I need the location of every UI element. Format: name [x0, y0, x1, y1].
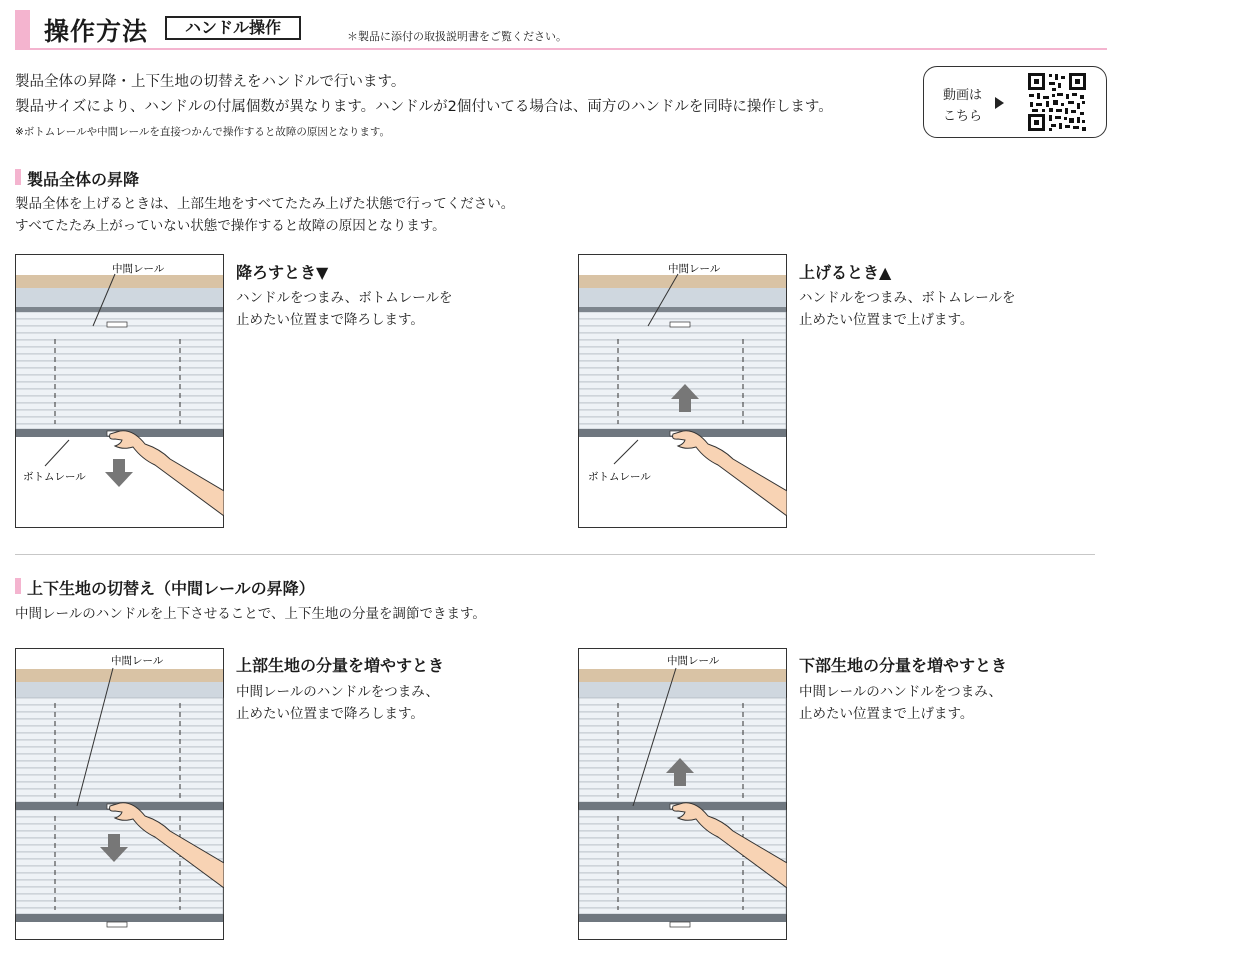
fabric-pleat [579, 705, 786, 712]
lowering-text-1: ハンドルをつまみ、ボトムレールを [236, 290, 453, 306]
section1-desc-2: すべてたたみ上がっていない状態で操作すると故障の原因となります。 [15, 218, 446, 234]
fabric-pleat [579, 375, 786, 382]
fabric-pleat [579, 424, 786, 429]
fabric-pleat [16, 775, 223, 782]
fabric-pleat [16, 403, 223, 410]
section1-marker [15, 169, 21, 185]
fabric-pleat [16, 873, 223, 880]
fabric-pleat [16, 354, 223, 361]
lower-fabric-text-2: 止めたい位置まで上げます。 [799, 706, 974, 722]
lowering-title: 降ろすとき▼ [236, 263, 329, 282]
fabric-pleat [579, 754, 786, 761]
fabric-pleat [16, 382, 223, 389]
section-divider [15, 554, 1095, 555]
fabric-pleat [579, 340, 786, 347]
intro-line-1: 製品全体の昇降・上下生地の切替えをハンドルで行います。 [15, 74, 406, 90]
play-arrow-icon [995, 97, 1004, 109]
lower-fabric-increase-illustration [578, 648, 787, 940]
fabric-pleat [579, 347, 786, 354]
title-accent-bar [15, 10, 30, 50]
fabric-pleat [579, 312, 786, 319]
fabric-pleat [579, 908, 786, 914]
section2-title: 上下生地の切替え（中間レールの昇降） [27, 579, 315, 598]
fabric-pleat [16, 887, 223, 894]
fabric-pleat [16, 740, 223, 747]
fabric-pleat [16, 866, 223, 873]
fabric-pleat [16, 312, 223, 319]
fabric-pleat [579, 894, 786, 901]
fabric-pleat [16, 761, 223, 768]
fabric-pleat [16, 733, 223, 740]
section2-desc: 中間レールのハンドルを上下させることで、上下生地の分量を調節できます。 [15, 606, 486, 622]
upper-fabric-text-1: 中間レールのハンドルをつまみ、 [236, 684, 440, 700]
fabric-pleat [16, 347, 223, 354]
middle-rail-label: 中間レール [111, 655, 164, 667]
header-divider [15, 48, 1107, 50]
section1-desc-1: 製品全体を上げるときは、上部生地をすべてたたみ上げた状態で行ってください。 [15, 196, 515, 212]
fabric-pleat [579, 747, 786, 754]
fabric-pleat [579, 831, 786, 838]
fabric-pleat [16, 901, 223, 908]
fabric-pleat [16, 754, 223, 761]
fabric-pleat [16, 410, 223, 417]
fabric-pleat [16, 726, 223, 733]
fabric-pleat [16, 908, 223, 914]
fabric-pleat [16, 789, 223, 796]
middle-rail-label: 中間レール [112, 263, 165, 275]
middle-rail-label: 中間レール [667, 655, 720, 667]
fabric-pleat [16, 712, 223, 719]
fabric-pleat [16, 396, 223, 403]
fabric-pleat [16, 424, 223, 429]
fabric-pleat [579, 887, 786, 894]
fabric-pleat [579, 333, 786, 340]
fabric-pleat [16, 340, 223, 347]
lowering-text-2: 止めたい位置まで降ろします。 [236, 312, 424, 328]
fabric-pleat [579, 733, 786, 740]
fabric-pleat [579, 901, 786, 908]
page-title: 操作方法 [44, 17, 149, 46]
fabric-pleat [16, 705, 223, 712]
video-label-line1: 動画は [943, 88, 983, 103]
fabric-pleat [579, 824, 786, 831]
fabric-pleat [579, 740, 786, 747]
video-label-line2: こちら [943, 109, 983, 124]
fabric-pleat [579, 712, 786, 719]
fabric-pleat [16, 768, 223, 775]
fabric-pleat [16, 361, 223, 368]
fabric-pleat [16, 368, 223, 375]
fabric-pleat [16, 747, 223, 754]
handle-operation-badge: ハンドル操作 [165, 16, 301, 40]
fabric-pleat [579, 354, 786, 361]
fabric-pleat [579, 726, 786, 733]
fabric-pleat [16, 389, 223, 396]
intro-warning-note: ※ボトムレールや中間レールを直接つかんで操作すると故障の原因となります。 [15, 126, 391, 138]
fabric-pleat [579, 368, 786, 375]
fabric-pleat [579, 880, 786, 887]
fabric-pleat [16, 698, 223, 705]
middle-rail-label: 中間レール [668, 263, 721, 275]
upper-fabric-title: 上部生地の分量を増やすとき [236, 656, 445, 675]
upper-fabric-increase-illustration [15, 648, 224, 940]
fabric-pleat [579, 866, 786, 873]
fabric-pleat [579, 796, 786, 802]
bottom-rail-label: ボトムレール [588, 471, 651, 483]
fabric-pleat [16, 417, 223, 424]
fabric-pleat [16, 880, 223, 887]
lower-fabric-text-1: 中間レールのハンドルをつまみ、 [799, 684, 1003, 700]
raising-text-1: ハンドルをつまみ、ボトムレールを [799, 290, 1016, 306]
fabric-pleat [16, 894, 223, 901]
fabric-pleat [579, 873, 786, 880]
raising-illustration [578, 254, 787, 528]
raising-text-2: 止めたい位置まで上げます。 [799, 312, 974, 328]
lowering-illustration [15, 254, 224, 528]
upper-fabric-text-2: 止めたい位置まで降ろします。 [236, 706, 424, 722]
section1-title: 製品全体の昇降 [27, 170, 140, 189]
fabric-pleat [16, 719, 223, 726]
fabric-pleat [16, 333, 223, 340]
qr-code-icon[interactable] [1027, 72, 1087, 132]
bottom-rail-label: ボトムレール [23, 471, 86, 483]
lower-fabric-title: 下部生地の分量を増やすとき [799, 656, 1008, 675]
intro-line-2: 製品サイズにより、ハンドルの付属個数が異なります。ハンドルが2個付いてる場合は、両方のハンドルを同時に操作します。 [15, 99, 833, 115]
fabric-pleat [579, 698, 786, 705]
fabric-pleat [16, 375, 223, 382]
fabric-pleat [579, 417, 786, 424]
fabric-pleat [579, 361, 786, 368]
fabric-pleat [16, 824, 223, 831]
fabric-pleat [16, 782, 223, 789]
raising-title: 上げるとき▲ [799, 263, 892, 282]
manual-note: ＊製品に添付の取扱説明書をご覧ください。 [347, 30, 567, 43]
fabric-pleat [16, 796, 223, 802]
fabric-pleat [579, 719, 786, 726]
section2-marker [15, 578, 21, 594]
fabric-pleat [579, 789, 786, 796]
